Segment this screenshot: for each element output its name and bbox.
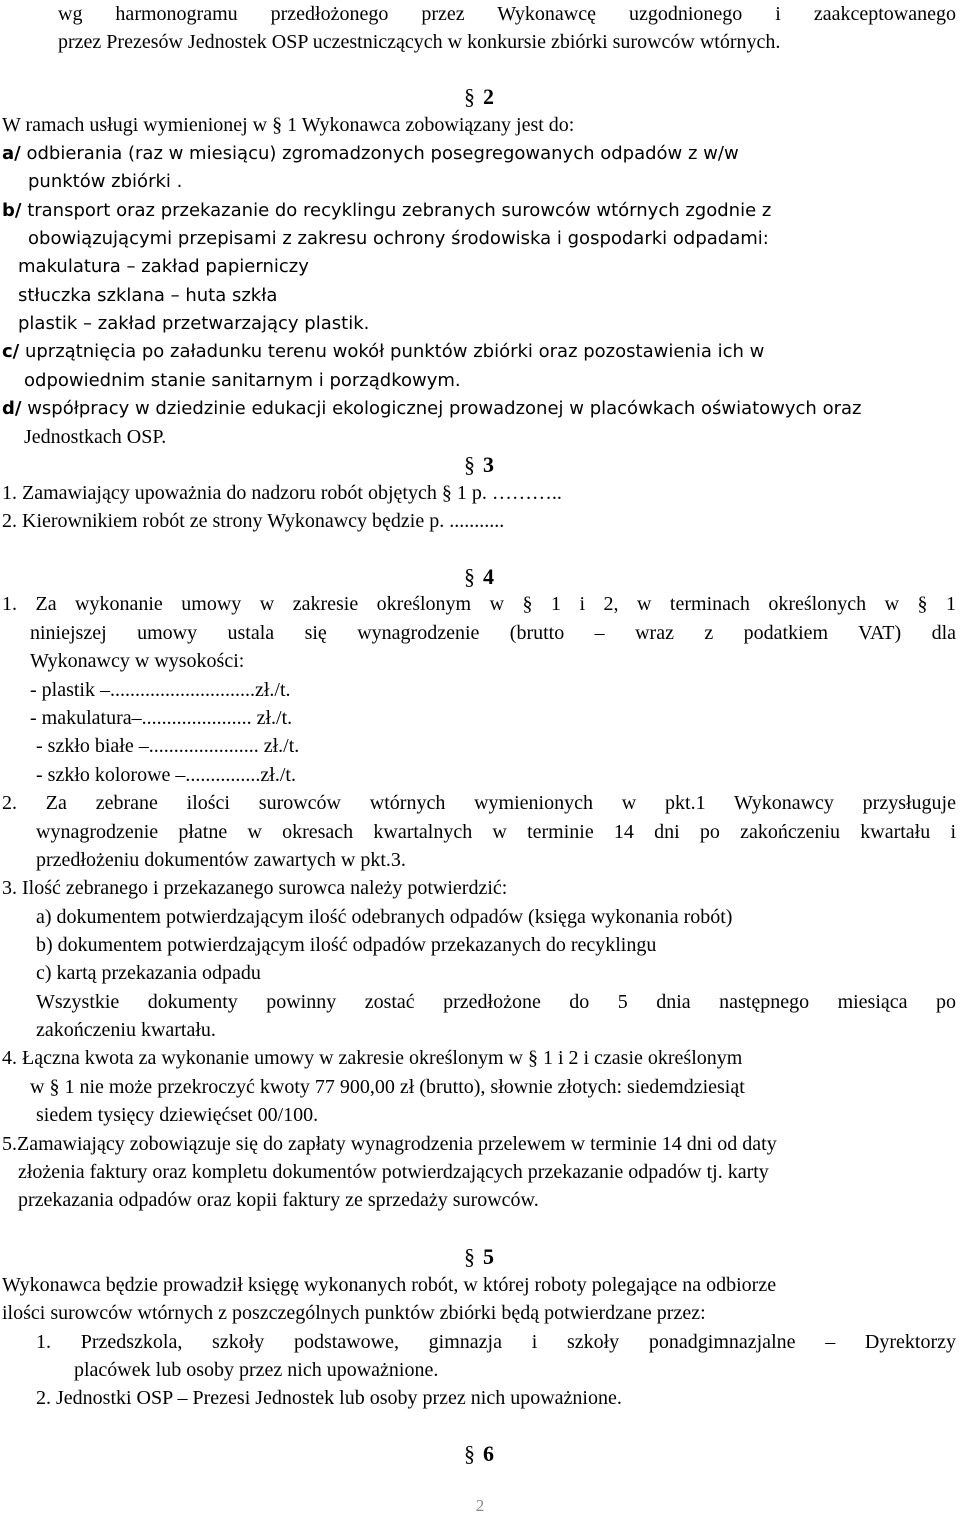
list-marker: a/ xyxy=(2,143,21,164)
text-line: zakończeniu kwartału. xyxy=(36,1019,216,1041)
text-line: plastik – zakład przetwarzający plastik. xyxy=(18,313,370,334)
text-line: złożenia faktury oraz kompletu dokumentów potwierdzających przekazanie odpadów tj. karty xyxy=(18,1161,769,1183)
paragraph-sign-icon: § xyxy=(464,452,475,477)
text-line: 2. Za zebrane ilości surowców wtórnych wymienionych w pkt.1 Wykonawcy przysługuje xyxy=(2,792,956,814)
text-line: a) dokumentem potwierdzającym ilość odebranych odpadów (księga wykonania robót) xyxy=(36,906,733,928)
text-line: odpowiednim stanie sanitarnym i porządkowym. xyxy=(24,370,461,391)
text-line: przekazania odpadów oraz kopii faktury ze sprzedaży surowców. xyxy=(18,1189,539,1211)
text-line: punktów zbiórki . xyxy=(28,171,183,192)
text-line: przez Prezesów Jednostek OSP uczestniczących w konkursie zbiórki surowców wtórnych. xyxy=(58,31,781,53)
text-line: - plastik –.............................zł./t. xyxy=(30,679,291,701)
text-line: W ramach usługi wymienionej w § 1 Wykonawca zobowiązany jest do: xyxy=(2,114,575,136)
text-line: - szkło kolorowe –...............zł./t. xyxy=(36,764,296,786)
section-number: 5 xyxy=(483,1244,494,1269)
paragraph-sign-icon: § xyxy=(464,84,475,109)
section-number: 3 xyxy=(483,452,494,477)
text-line: obowiązującymi przepisami z zakresu ochrony środowiska i gospodarki odpadami: xyxy=(28,228,769,249)
text-line: Wszystkie dokumenty powinny zostać przedłożone do 5 dnia następnego miesiąca po xyxy=(36,991,956,1013)
list-marker: b/ xyxy=(2,200,22,221)
text-line xyxy=(2,338,764,366)
text-line: w § 1 nie może przekroczyć kwoty 77 900,00 zł (brutto), słownie złotych: siedemdziesiąt xyxy=(30,1076,745,1098)
text-line: Wykonawca będzie prowadził księgę wykonanych robót, w której roboty polegające na odbiorze xyxy=(2,1274,777,1296)
text-line: 2. Kierownikiem robót ze strony Wykonawcy będzie p. ........... xyxy=(2,510,505,532)
section-number: 2 xyxy=(483,84,494,109)
text-line: wynagrodzenie płatne w okresach kwartalnych w terminie 14 dni po zakończeniu kwartału i xyxy=(36,821,956,843)
section-heading xyxy=(464,1440,494,1468)
text-line: 4. Łączna kwota za wykonanie umowy w zakresie określonym w § 1 i 2 i czasie określonym xyxy=(2,1047,743,1069)
text-line: - makulatura–...................... zł./t. xyxy=(30,707,293,729)
list-marker: c/ xyxy=(2,341,20,362)
text-line: placówek lub osoby przez nich upoważnione. xyxy=(74,1359,439,1381)
paragraph-sign-icon: § xyxy=(464,1441,475,1466)
text-line: c) kartą przekazania odpadu xyxy=(36,962,261,984)
section-heading xyxy=(464,1243,494,1271)
text-line: makulatura – zakład papierniczy xyxy=(18,256,309,277)
text-line: 2. Jednostki OSP – Prezesi Jednostek lub osoby przez nich upoważnione. xyxy=(36,1387,622,1409)
line-text: współpracy w dziedzinie edukacji ekologicznej prowadzonej w placówkach oświatowych oraz xyxy=(21,398,862,419)
text-line: 1. Przedszkola, szkoły podstawowe, gimnazja i szkoły ponadgimnazjalne – Dyrektorzy xyxy=(36,1331,956,1353)
text-line: Jednostkach OSP. xyxy=(24,426,167,448)
list-marker: d/ xyxy=(2,398,22,419)
section-heading xyxy=(464,563,494,591)
text-line: niniejszej umowy ustala się wynagrodzenie (brutto – wraz z podatkiem VAT) dla xyxy=(30,622,956,644)
paragraph-sign-icon: § xyxy=(464,1244,475,1269)
text-line xyxy=(2,197,771,225)
text-line xyxy=(2,140,739,168)
page-number: 2 xyxy=(475,1496,485,1515)
text-line: - szkło białe –...................... zł./t. xyxy=(36,735,300,757)
section-heading xyxy=(464,83,494,111)
text-line: 3. Ilość zebranego i przekazanego surowca należy potwierdzić: xyxy=(2,877,508,899)
line-text: odbierania (raz w miesiącu) zgromadzonych posegregowanych odpadów z w/w xyxy=(20,143,739,164)
line-text: transport oraz przekazanie do recyklingu zebranych surowców wtórnych zgodnie z xyxy=(21,200,772,221)
text-line: stłuczka szklana – huta szkła xyxy=(18,285,278,306)
text-line: wg harmonogramu przedłożonego przez Wykonawcę uzgodnionego i zaakceptowanego xyxy=(58,3,956,25)
section-number: 6 xyxy=(483,1441,494,1466)
line-text: uprzątnięcia po załadunku terenu wokół punktów zbiórki oraz pozostawienia ich w xyxy=(19,341,765,362)
text-line: b) dokumentem potwierdzającym ilość odpadów przekazanych do recyklingu xyxy=(36,934,657,956)
text-line: 1. Zamawiający upoważnia do nadzoru robót objętych § 1 p. ……….. xyxy=(2,482,562,504)
text-line: 5.Zamawiający zobowiązuje się do zapłaty wynagrodzenia przelewem w terminie 14 dni od daty xyxy=(2,1133,777,1155)
text-line xyxy=(2,395,861,423)
text-line: ilości surowców wtórnych z poszczególnych punktów zbiórki będą potwierdzane przez: xyxy=(2,1302,706,1324)
section-heading xyxy=(464,451,494,479)
text-line: siedem tysięcy dziewięćset 00/100. xyxy=(36,1104,319,1126)
section-number: 4 xyxy=(483,564,494,589)
text-line: Wykonawcy w wysokości: xyxy=(30,650,245,672)
paragraph-sign-icon: § xyxy=(464,564,475,589)
text-line: 1. Za wykonanie umowy w zakresie określonym w § 1 i 2, w terminach określonych w § 1 xyxy=(2,593,956,615)
text-line: przedłożeniu dokumentów zawartych w pkt.3. xyxy=(36,849,406,871)
